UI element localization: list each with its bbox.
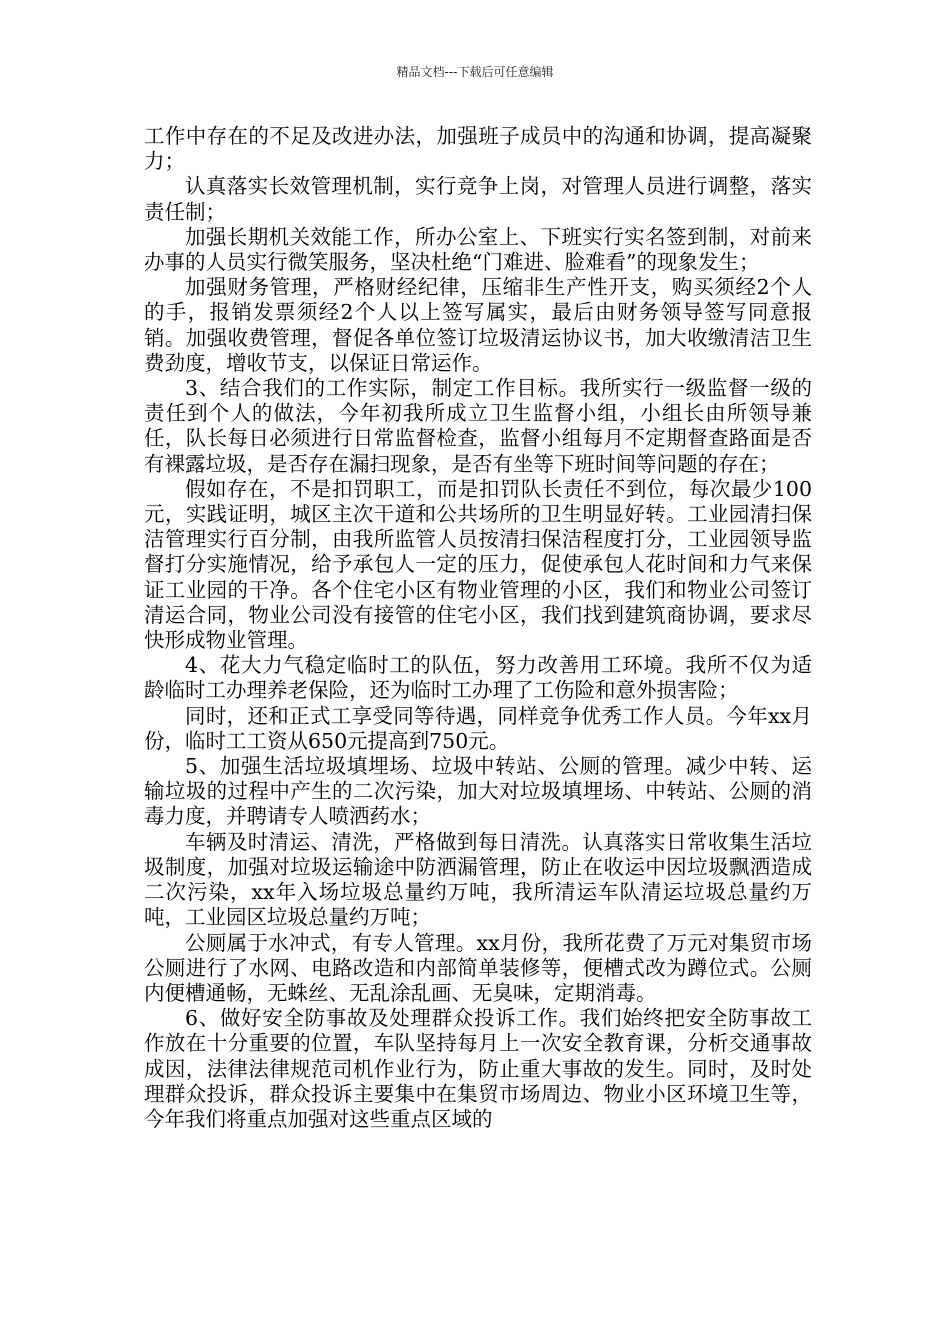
paragraph: 4、花大力气稳定临时工的队伍，努力改善用工环境。我所不仅为适龄临时工办理养老保险，还为临时工办理了工伤险和意外损害险； (144, 653, 812, 703)
document-body (144, 124, 812, 1132)
paragraph: 加强财务管理，严格财经纪律，压缩非生产性开支，购买须经2个人的手，报销发票须经2个人以上签写属实，最后由财务领导签写同意报销。加强收费管理，督促各单位签订垃圾清运协议书，加大收缴清洁卫生费劲度，增收节支，以保证日常运作。 (144, 275, 812, 375)
paragraph: 公厕属于水冲式，有专人管理。xx月份，我所花费了万元对集贸市场公厕进行了水网、电路改造和内部简单装修等，便槽式改为蹲位式。公厕内便槽通畅，无蛛丝、无乱涂乱画、无臭味，定期消毒。 (144, 930, 812, 1005)
paragraph: 假如存在，不是扣罚职工，而是扣罚队长责任不到位，每次最少100元，实践证明，城区主次干道和公共场所的卫生明显好转。工业园清扫保洁管理实行百分制，由我所监管人员按清扫保洁程度打分，工业园领导监督打分实施情况，给予承包人一定的压力，促使承包人花时间和力气来保证工业园的干净。各个住宅小区有物业管理的小区，我们和物业公司签订清运合同，物业公司没有接管的住宅小区，我们找到建筑商协调，要求尽快形成物业管理。 (144, 476, 812, 653)
paragraph: 3、结合我们的工作实际，制定工作目标。我所实行一级监督一级的责任到个人的做法，今年初我所成立卫生监督小组，小组长由所领导兼任，队长每日必须进行日常监督检查，监督小组每月不定期督查路面是否有裸露垃圾，是否存在漏扫现象，是否有坐等下班时间等问题的存在； (144, 376, 812, 476)
paragraph: 6、做好安全防事故及处理群众投诉工作。我们始终把安全防事故工作放在十分重要的位置，车队坚持每月上一次安全教育课，分析交通事故成因，法律法律规范司机作业行为，防止重大事故的发生。同时，及时处理群众投诉，群众投诉主要集中在集贸市场周边、物业小区环境卫生等，今年我们将重点加强对这些重点区域的 (144, 1006, 812, 1131)
page-header: 精品文档---下载后可任意编辑 (396, 65, 554, 79)
paragraph: 5、加强生活垃圾填埋场、垃圾中转站、公厕的管理。减少中转、运输垃圾的过程中产生的二次污染，加大对垃圾填埋场、中转站、公厕的消毒力度，并聘请专人喷洒药水； (144, 754, 812, 829)
paragraph: 车辆及时清运、清洗，严格做到每日清洗。认真落实日常收集生活垃圾制度，加强对垃圾运输途中防洒漏管理，防止在收运中因垃圾飘洒造成二次污染，xx年入场垃圾总量约万吨，我所清运车队清运垃圾总量约万吨，工业园区垃圾总量约万吨； (144, 829, 812, 930)
paragraph: 工作中存在的不足及改进办法，加强班子成员中的沟通和协调，提高凝聚力； (144, 124, 812, 174)
paragraph: 加强长期机关效能工作，所办公室上、下班实行实名签到制，对前来办事的人员实行微笑服务，坚决杜绝“门难进、脸难看”的现象发生； (144, 224, 812, 275)
paragraph: 认真落实长效管理机制，实行竞争上岗，对管理人员进行调整，落实责任制； (144, 174, 812, 224)
paragraph: 同时，还和正式工享受同等待遇，同样竞争优秀工作人员。今年xx月份，临时工工资从650元提高到750元。 (144, 703, 812, 753)
